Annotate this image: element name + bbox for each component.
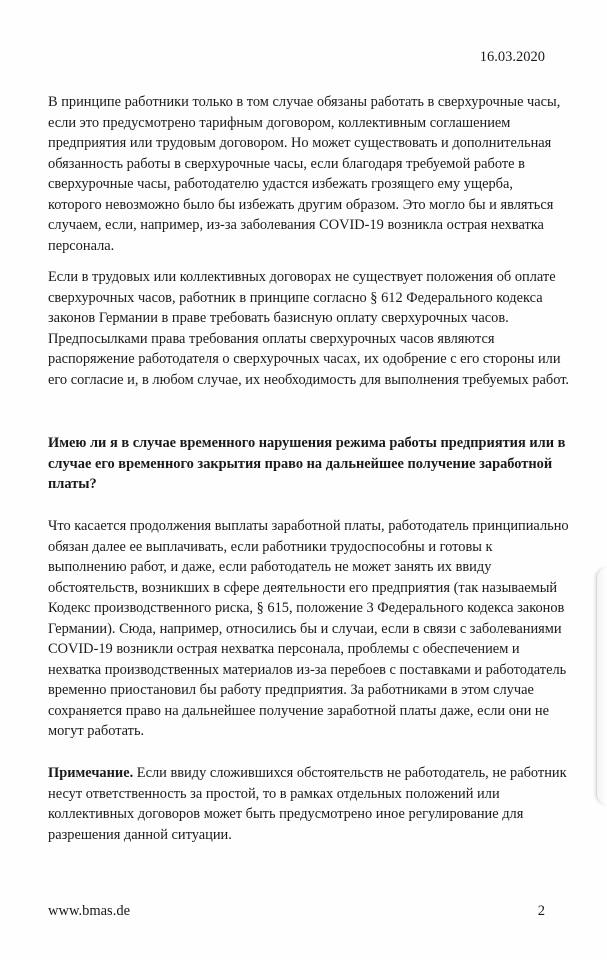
text-line: могут работать. [48,723,145,739]
text-line: несут ответственность за простой, то в рамках отдельных положений или [48,785,500,802]
text-line: законов Германии в праве требовать базисную оплату сверхурочных часов. [48,310,509,326]
text-line: предприятия или трудовым договором. Но может существовать и дополнительная [48,135,552,151]
text-line: разрешения данной ситуации. [48,826,232,843]
paragraph-overtime-obligation [48,92,568,256]
text-line: Что касается продолжения выплаты заработной платы, работодатель принципиально [48,518,569,534]
text-line: В принципе работники только в том случае обязаны работать в сверхурочные часы, [48,94,561,110]
text-line: Германии). Сюда, например, относились бы и случаи, если в связи с заболеваниями [48,620,562,637]
footer-url[interactable]: www.bmas.de [48,903,131,919]
text-line: обстоятельств, возникших в сфере деятельности его предприятия (так называемый [48,579,558,596]
text-line: нехватка производственных материалов из-за перебоев с поставками и работодатель [48,661,567,678]
paragraph-overtime-pay [48,267,568,390]
note-text: Если ввиду сложившихся обстоятельств не работодатель, не работник [133,765,567,781]
text-line: которого невозможно было бы избежать другим образом. Это могло бы и являться [48,196,554,213]
text-line: распоряжение работодателя о сверхурочных часах, их одобрение с его стороны или [48,351,561,367]
text-line: COVID-19 возникли острая нехватка персонала, проблемы с обеспечением и [48,641,520,657]
section-heading [48,433,568,495]
text-line: выполнению работ, и даже, если работодатель не может занять их ввиду [48,559,492,575]
text-line: сверхурочных часов, работник в принципе согласно § 612 Федерального кодекса [48,289,543,306]
text-line: сверхурочные часы, работодателю удастся избежать грозящего ему ущерба, [48,176,513,192]
page-number: 2 [537,903,545,919]
text-line [48,763,568,784]
text-line: Предпосылками права требования оплаты сверхурочных часов являются [48,330,495,347]
scroll-handle[interactable] [596,568,607,804]
note-label: Примечание. [48,765,134,781]
text-line: его согласие и, в любом случае, их необходимость для выполнения требуемых работ. [48,371,570,388]
text-line: обязан далее ее выплачивать, если работники трудоспособны и готовы к [48,538,493,555]
text-line: случаем, если, например, из-за заболевания COVID-19 возникла острая нехватка [48,217,544,233]
text-line: Кодекс производственного риска, § 615, положение 3 Федерального кодекса законов [48,600,565,616]
text-line: обязанность работы в сверхурочные часы, если благодаря требуемой работе в [48,155,525,172]
heading-line: Имею ли я в случае временного нарушения режима работы предприятия или в [48,435,566,451]
heading-line: случае его временного закрытия право на дальнейшее получение заработной [48,455,553,472]
text-line: персонала. [48,237,115,254]
text-line: коллективных договоров может быть предусмотрено иное регулирование для [48,806,524,822]
text-line: сохраняется право на дальнейшее получение заработной платы даже, если они не [48,702,550,719]
text-line: если это предусмотрено тарифным договором, коллективным соглашением [48,114,511,131]
paragraph-wage-continuation [48,516,568,742]
text-line: временно приостановил бы работу предприятия. За работниками в этом случае [48,682,534,698]
heading-line: платы? [48,476,97,492]
document-date: 16.03.2020 [479,49,545,65]
paragraph-note [48,763,568,845]
text-line: Если в трудовых или коллективных договорах не существует положения об оплате [48,269,556,285]
